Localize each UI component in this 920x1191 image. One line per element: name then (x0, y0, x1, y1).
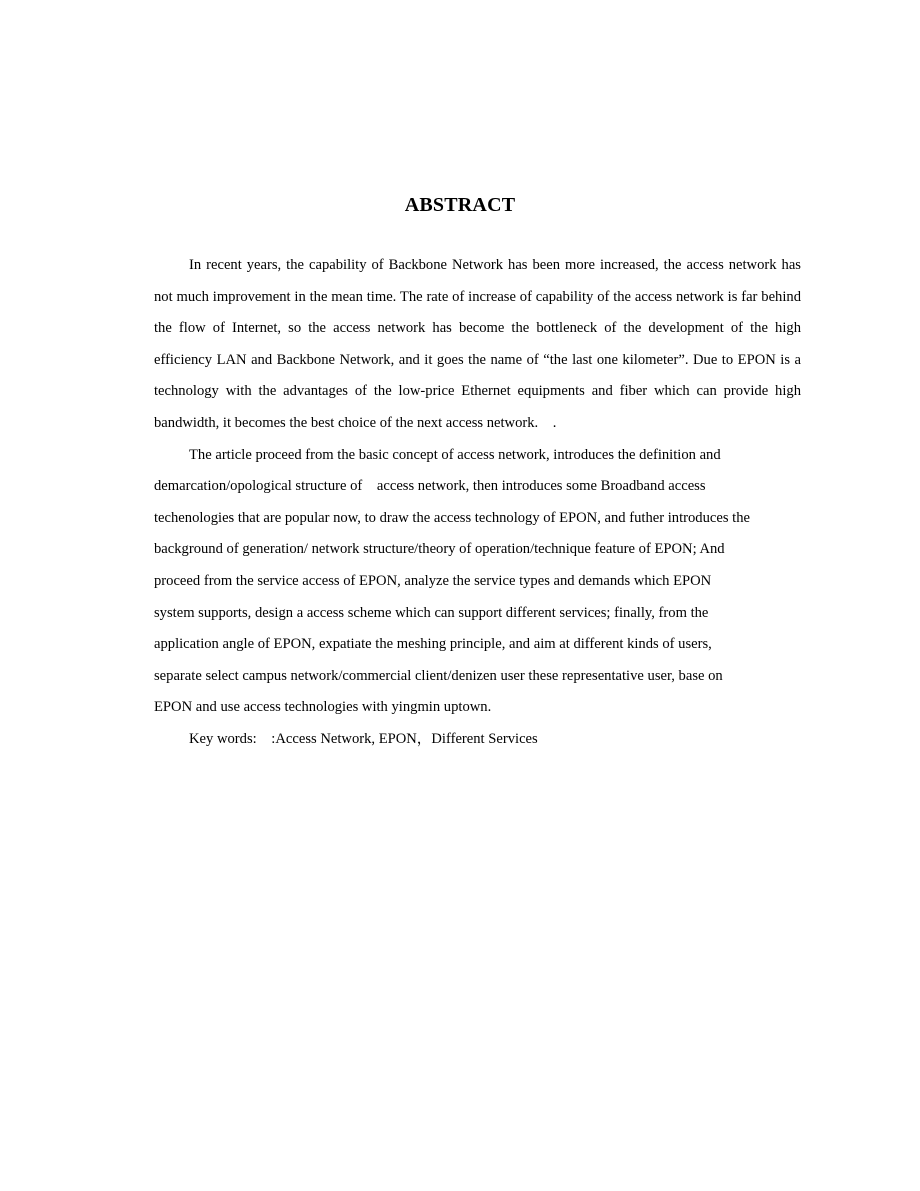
paragraph-2-line: application angle of EPON, expatiate the meshing principle, and aim at different kinds of users, (154, 636, 712, 653)
paragraph-2-line: background of generation/ network structure/theory of operation/technique feature of EPON; And (154, 541, 725, 558)
keywords-line (154, 724, 801, 756)
paragraph-2-line: demarcation/opological structure of access network, then introduces some Broadband access (154, 478, 706, 495)
paragraph-2-line: system supports, design a access scheme which can support different services; finally, from the (154, 604, 709, 621)
keywords-value: :Access Network, EPON，Different Services (256, 730, 538, 747)
abstract-title: ABSTRACT (404, 194, 516, 216)
paragraph-2-line: separate select campus network/commercial client/denizen user these representative user, base on (154, 667, 723, 684)
abstract-paragraph-1: In recent years, the capability of Backbone Network has been more increased, the access network has not much improvement in the mean time. The rate of increase of capability of the access network is far behind the flow of Internet, so the access network has become the bottleneck of the development of the high efficiency LAN and Backbone Network, and it goes the name of “the last one kilometer”. Due to EPON is a technology with the advantages of the low-price Ethernet equipments and fiber which can provide high bandwidth, it becomes the best choice of the next access network. . (154, 257, 801, 431)
paragraph-2-line: techenologies that are popular now, to draw the access technology of EPON, and futher introduces the (154, 509, 750, 526)
paragraph-2-line: proceed from the service access of EPON, analyze the service types and demands which EPON (154, 572, 712, 589)
keywords-label: Key words: (189, 730, 257, 747)
paragraph-2-line: The article proceed from the basic concept of access network, introduces the definition and (189, 446, 721, 463)
paragraph-2-line: EPON and use access technologies with yingmin uptown. (154, 699, 492, 716)
abstract-body (154, 250, 801, 756)
abstract-paragraph-2 (154, 440, 801, 724)
